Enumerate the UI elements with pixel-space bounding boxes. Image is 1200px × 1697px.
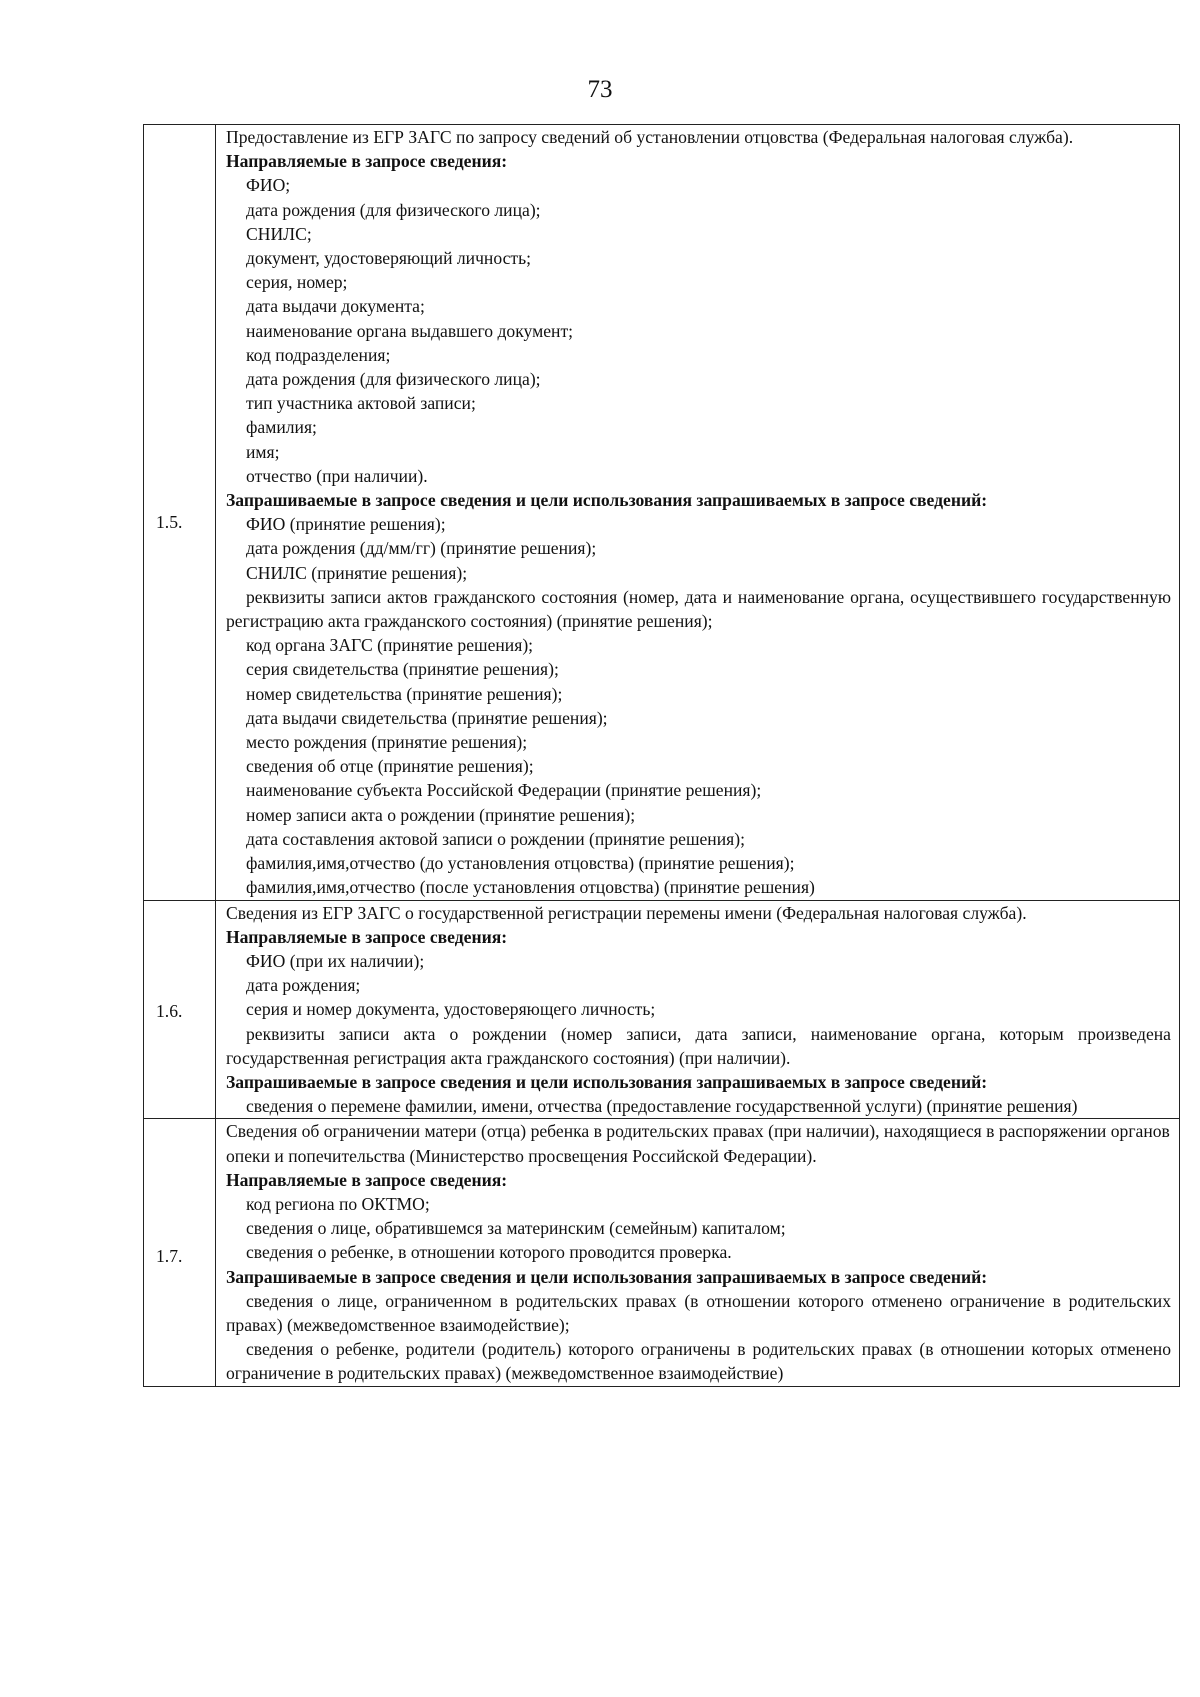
content-paragraph: сведения о перемене фамилии, имени, отчества (предоставление государственной услуги) (принятие решения) [246,1096,1078,1117]
content-paragraph: ФИО (принятие решения); [246,514,446,535]
table-row [144,125,1180,901]
content-paragraph: дата рождения; [246,975,361,996]
content-paragraph: дата рождения (для физического лица); [246,369,541,390]
content-paragraph: дата составления актовой записи о рождении (принятие решения); [246,828,745,849]
content-paragraph: фамилия,имя,отчество (после установления отцовства) (принятие решения) [246,877,815,898]
row-number-cell [144,125,216,901]
section-heading: Запрашиваемые в запросе сведения и цели использования запрашиваемых в запросе сведений: [226,1071,988,1092]
table-row [144,1119,1180,1386]
content-paragraph: код подразделения; [246,344,391,365]
content-paragraph: дата выдачи свидетельства (принятие решения); [246,707,608,728]
content-paragraph: СНИЛС; [246,223,312,244]
content-paragraph: фамилия,имя,отчество (до установления отцовства) (принятие решения); [246,853,795,874]
content-paragraph: код региона по ОКТМО; [246,1193,430,1214]
content-paragraph: наименование органа выдавшего документ; [246,320,574,341]
content-paragraph: фамилия; [246,417,317,438]
content-paragraph: СНИЛС (принятие решения); [246,562,468,583]
content-paragraph: сведения о ребенке, родители (родитель) которого ограничены в родительских правах (в отношении которых отменено ограничение в родительских правах) (межведомственное взаимодействие) [226,1339,1171,1384]
content-paragraph: номер свидетельства (принятие решения); [246,683,563,704]
row-number: 1.7. [156,1246,183,1267]
content-paragraph: реквизиты записи акта о рождении (номер записи, дата записи, наименование органа, которым произведена государственная регистрация акта гражданского состояния) (при наличии). [226,1023,1171,1068]
content-paragraph: дата выдачи документа; [246,296,425,317]
content-paragraph: документ, удостоверяющий личность; [246,248,531,269]
content-paragraph: сведения об отце (принятие решения); [246,756,534,777]
content-paragraph: Сведения об ограничении матери (отца) ребенка в родительских правах (при наличии), находящиеся в распоряжении органов опеки и попечительства (Министерство просвещения Российской Федерации). [226,1121,1170,1166]
row-content-cell [216,125,1180,901]
table-row [144,900,1180,1119]
content-paragraph: серия и номер документа, удостоверяющего личность; [246,999,656,1020]
content-paragraph: Предоставление из ЕГР ЗАГС по запросу сведений об установлении отцовства (Федеральная налоговая служба). [226,127,1074,147]
content-paragraph: код органа ЗАГС (принятие решения); [246,635,534,656]
document-table [143,124,1180,1387]
content-paragraph: серия, номер; [246,272,348,293]
content-paragraph: тип участника актовой записи; [246,393,476,414]
content-paragraph: номер записи акта о рождении (принятие решения); [246,804,636,825]
row-number-cell [144,900,216,1119]
row-content-cell [216,900,1180,1119]
section-heading: Запрашиваемые в запросе сведения и цели использования запрашиваемых в запросе сведений: [226,490,988,511]
content-paragraph: реквизиты записи актов гражданского состояния (номер, дата и наименование органа, осуществившего государственную регистрацию акта гражданского состояния) (принятие решения); [226,586,1171,632]
content-paragraph: сведения о лице, обратившемся за материнским (семейным) капиталом; [246,1218,786,1239]
content-paragraph: дата рождения (дд/мм/гг) (принятие решения); [246,538,597,559]
content-paragraph: отчество (при наличии). [246,465,428,486]
content-paragraph: имя; [246,441,280,462]
section-heading: Направляемые в запросе сведения: [226,151,508,172]
table-body [144,125,1180,1387]
content-paragraph: сведения о ребенке, в отношении которого проводится проверка. [246,1242,732,1263]
content-paragraph: дата рождения (для физического лица); [246,199,541,220]
content-paragraph: место рождения (принятие решения); [246,732,528,753]
row-number: 1.5. [156,512,183,533]
content-paragraph: серия свидетельства (принятие решения); [246,659,559,680]
row-number: 1.6. [156,1001,183,1022]
content-paragraph: ФИО; [246,175,291,196]
content-paragraph: Сведения из ЕГР ЗАГС о государственной регистрации перемены имени (Федеральная налоговая служба). [226,902,1027,923]
content-paragraph: наименование субъекта Российской Федерации (принятие решения); [246,780,762,801]
row-number-cell [144,1119,216,1386]
section-heading: Направляемые в запросе сведения: [226,926,508,947]
content-paragraph: сведения о лице, ограниченном в родительских правах (в отношении которого отменено ограничение в родительских правах) (межведомственное взаимодействие); [226,1290,1171,1335]
row-content-cell [216,1119,1180,1386]
section-heading: Запрашиваемые в запросе сведения и цели использования запрашиваемых в запросе сведений: [226,1266,988,1287]
section-heading: Направляемые в запросе сведения: [226,1169,508,1190]
page-number: 73 [587,76,613,103]
content-paragraph: ФИО (при их наличии); [246,950,425,971]
